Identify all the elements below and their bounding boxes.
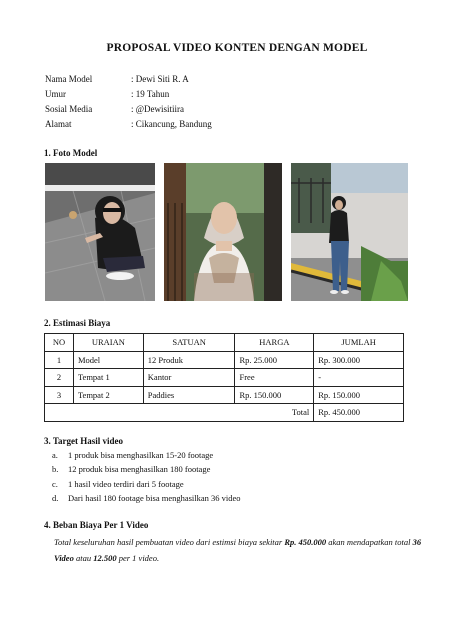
section-heading-price: 4. Beban Biaya Per 1 Video — [44, 520, 149, 530]
table-row — [45, 386, 404, 404]
info-value: : Cikancung, Bandung — [131, 119, 212, 129]
summary-text: Total keseluruhan hasil pembuatan video dari estimsi biaya sekitar — [54, 537, 285, 547]
list-item — [52, 450, 241, 464]
info-label: Umur — [45, 89, 66, 99]
table-cell: Rp. 150.000 — [235, 386, 314, 404]
target-list — [52, 450, 241, 507]
list-marker: a. — [52, 450, 58, 460]
table-cell: Model — [73, 351, 143, 369]
summary-text: akan mendapatkan total — [326, 537, 413, 547]
list-marker: b. — [52, 464, 59, 475]
table-cell: Rp. 300.000 — [314, 351, 404, 369]
info-row-address — [45, 119, 212, 134]
info-value: : 19 Tahun — [131, 89, 170, 99]
summary-video-count: 36 Video — [54, 537, 422, 563]
table-header-row — [45, 334, 404, 352]
table-cell: Tempat 2 — [73, 386, 143, 404]
table-cell: Kantor — [143, 369, 235, 387]
table-cell: 2 — [45, 369, 74, 387]
info-value: : Dewi Siti R. A — [131, 74, 189, 84]
section-heading-cost: 2. Estimasi Biaya — [44, 318, 111, 328]
info-row-social — [45, 104, 212, 119]
model-photo-1 — [45, 163, 155, 301]
table-row — [45, 369, 404, 387]
list-text: Dari hasil 180 footage bisa menghasilkan 36 video — [68, 492, 241, 503]
list-text: 12 produk bisa menghasilkan 180 footage — [68, 464, 211, 475]
document-title: PROPOSAL VIDEO KONTEN DENGAN MODEL — [106, 42, 368, 54]
table-cell: Free — [235, 369, 314, 387]
model-photo-3 — [291, 163, 408, 301]
summary-price-per-video: 12.500 — [93, 553, 117, 563]
list-marker: d. — [52, 492, 59, 503]
table-header: URAIAN — [73, 334, 143, 352]
model-info — [45, 74, 212, 134]
section-heading-target: 3. Target Hasil video — [44, 436, 124, 446]
table-row — [45, 351, 404, 369]
list-item — [52, 479, 241, 493]
summary-text: per 1 video. — [116, 553, 160, 563]
table-total-row — [45, 404, 404, 422]
table-cell: Rp. 25.000 — [235, 351, 314, 369]
list-item — [52, 464, 241, 478]
table-cell: Tempat 1 — [73, 369, 143, 387]
table-cell: 1 — [45, 351, 74, 369]
table-cell: 3 — [45, 386, 74, 404]
table-cell: Paddies — [143, 386, 235, 404]
table-cell: - — [314, 369, 404, 387]
section-heading-photo: 1. Foto Model — [44, 148, 98, 158]
info-row-name — [45, 74, 212, 89]
info-value: : @Dewisitiira — [131, 104, 185, 114]
summary-total-cost: Rp. 450.000 — [284, 537, 327, 547]
list-marker: c. — [52, 478, 58, 489]
summary-text: atau — [73, 553, 94, 563]
total-label: Total — [45, 404, 314, 422]
table-header: HARGA — [235, 334, 314, 352]
table-cell: 12 Produk — [143, 351, 235, 369]
info-label: Sosial Media — [45, 104, 93, 114]
total-value: Rp. 450.000 — [314, 404, 404, 422]
table-header: NO — [45, 334, 74, 352]
info-label: Nama Model — [45, 74, 93, 84]
table-header: SATUAN — [143, 334, 235, 352]
info-label: Alamat — [45, 119, 72, 129]
info-row-age — [45, 89, 212, 104]
summary-paragraph — [54, 534, 434, 566]
model-photo-2 — [164, 163, 282, 301]
list-item — [52, 493, 241, 507]
table-cell: Rp. 150.000 — [314, 386, 404, 404]
cost-table — [44, 333, 404, 422]
list-text: 1 produk bisa menghasilkan 15-20 footage — [68, 450, 214, 460]
list-text: 1 hasil video terdiri dari 5 footage — [68, 478, 184, 489]
table-header: JUMLAH — [314, 334, 404, 352]
